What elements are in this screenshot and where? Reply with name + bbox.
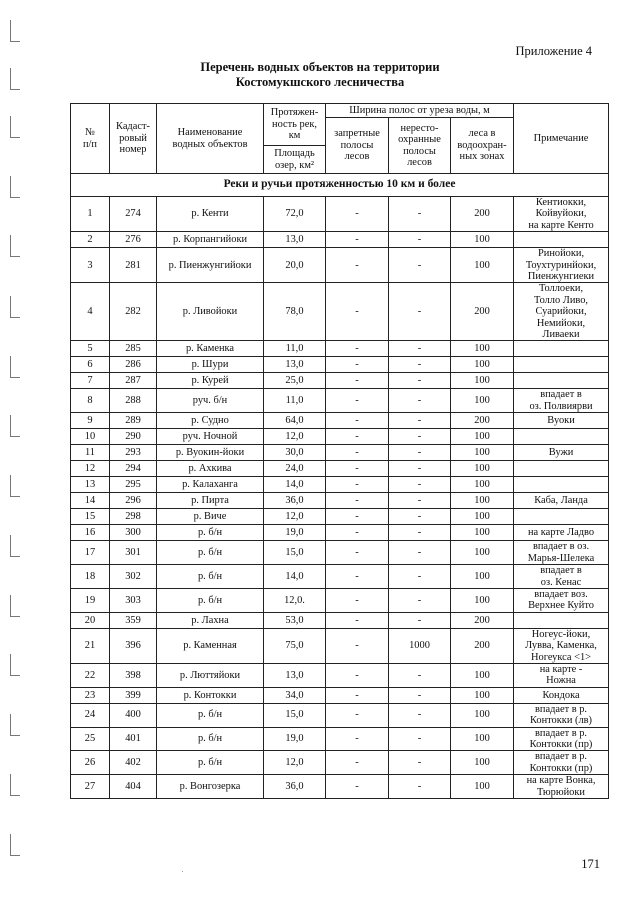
row-number: 7 — [71, 373, 110, 389]
note-line: на карте Ладво — [527, 527, 595, 539]
cadastral-number: 296 — [110, 493, 157, 509]
cadastral-number: 401 — [110, 727, 157, 751]
forbidden-width: - — [326, 588, 389, 612]
row-number: 20 — [71, 612, 110, 628]
water-protection-width: 100 — [451, 565, 514, 589]
table-row — [71, 509, 609, 525]
header-num: № п/п — [71, 104, 110, 174]
page-number: 171 — [581, 857, 600, 871]
note-line: Марья-Шелека — [527, 552, 595, 564]
forbidden-width: - — [326, 509, 389, 525]
length-value: 20,0 — [264, 248, 326, 283]
note-cell — [514, 248, 609, 283]
note-line: Вужи — [548, 447, 574, 459]
note-line: на карте - — [539, 663, 583, 675]
forbidden-width: - — [326, 703, 389, 727]
table-row — [71, 493, 609, 509]
water-protection-width: 200 — [451, 197, 514, 232]
note-line: Верхнее Куйто — [528, 600, 594, 612]
object-name: р. Контокки — [157, 687, 264, 703]
forbidden-width: - — [326, 663, 389, 687]
header-length: Протяжен- ность рек, км — [264, 104, 326, 146]
note-line: впадает в — [540, 389, 582, 401]
length-value: 13,0 — [264, 232, 326, 248]
row-number: 11 — [71, 445, 110, 461]
cadastral-number: 398 — [110, 663, 157, 687]
note-cell — [514, 445, 609, 461]
spawning-width: - — [389, 525, 451, 541]
water-protection-width: 100 — [451, 477, 514, 493]
table-row — [71, 461, 609, 477]
object-name: р. б/н — [157, 727, 264, 751]
length-value: 24,0 — [264, 461, 326, 477]
forbidden-width: - — [326, 493, 389, 509]
table-row — [71, 445, 609, 461]
spawning-width: - — [389, 727, 451, 751]
spawning-width: - — [389, 663, 451, 687]
length-value: 36,0 — [264, 775, 326, 799]
object-name: р. Корпангийоки — [157, 232, 264, 248]
water-protection-width: 100 — [451, 341, 514, 357]
note-cell — [514, 341, 609, 357]
water-protection-width: 100 — [451, 588, 514, 612]
row-number: 25 — [71, 727, 110, 751]
object-name: р. Ахкива — [157, 461, 264, 477]
length-value: 72,0 — [264, 197, 326, 232]
length-value: 25,0 — [264, 373, 326, 389]
forbidden-width: - — [326, 429, 389, 445]
length-value: 19,0 — [264, 727, 326, 751]
row-number: 22 — [71, 663, 110, 687]
spawning-width: - — [389, 588, 451, 612]
forbidden-width: - — [326, 727, 389, 751]
note-line: Кондока — [542, 689, 580, 701]
note-line: Ринойоки, — [537, 248, 585, 260]
forbidden-width: - — [326, 477, 389, 493]
note-line: впадает в — [540, 565, 582, 577]
length-value: 13,0 — [264, 357, 326, 373]
length-value: 19,0 — [264, 525, 326, 541]
length-value: 12,0 — [264, 509, 326, 525]
row-number: 4 — [71, 283, 110, 341]
cadastral-number: 301 — [110, 541, 157, 565]
forbidden-width: - — [326, 283, 389, 341]
row-number: 27 — [71, 775, 110, 799]
note-cell — [514, 197, 609, 232]
forbidden-width: - — [326, 628, 389, 663]
note-line: Толлоеки, — [538, 283, 584, 295]
spawning-width: - — [389, 283, 451, 341]
table-row — [71, 727, 609, 751]
table-row — [71, 232, 609, 248]
spawning-width: - — [389, 493, 451, 509]
water-protection-width: 100 — [451, 461, 514, 477]
table-row — [71, 248, 609, 283]
row-number: 3 — [71, 248, 110, 283]
spawning-width: - — [389, 232, 451, 248]
water-protection-width: 100 — [451, 663, 514, 687]
object-name: р. Судно — [157, 413, 264, 429]
water-protection-width: 100 — [451, 509, 514, 525]
note-line: Ножна — [546, 675, 576, 687]
note-line: Немийоки, — [536, 317, 586, 329]
table-row — [71, 341, 609, 357]
title-line: Костомукшского лесничества — [235, 75, 405, 89]
cadastral-number: 396 — [110, 628, 157, 663]
table-row — [71, 525, 609, 541]
water-protection-width: 100 — [451, 703, 514, 727]
water-protection-width: 100 — [451, 373, 514, 389]
spawning-width: - — [389, 775, 451, 799]
note-line: Пиенжунгиеки — [527, 271, 595, 283]
object-name: р. Курей — [157, 373, 264, 389]
table-row — [71, 283, 609, 341]
note-line: Тюрюйоки — [537, 786, 585, 798]
cadastral-number: 274 — [110, 197, 157, 232]
row-number: 15 — [71, 509, 110, 525]
cadastral-number: 300 — [110, 525, 157, 541]
spawning-width: - — [389, 477, 451, 493]
note-cell — [514, 751, 609, 775]
length-value: 15,0 — [264, 541, 326, 565]
header-cadastral: Кадаст- ровый номер — [110, 104, 157, 174]
cadastral-number: 289 — [110, 413, 157, 429]
forbidden-width: - — [326, 232, 389, 248]
object-name: р. б/н — [157, 525, 264, 541]
length-value: 14,0 — [264, 477, 326, 493]
length-value: 30,0 — [264, 445, 326, 461]
note-line: на карте Вонка, — [526, 775, 596, 787]
water-protection-width: 100 — [451, 248, 514, 283]
spawning-width: - — [389, 703, 451, 727]
cadastral-number: 281 — [110, 248, 157, 283]
note-cell — [514, 477, 609, 493]
length-value: 13,0 — [264, 663, 326, 687]
binding-margin-marks — [10, 20, 22, 890]
note-cell — [514, 588, 609, 612]
table-row — [71, 357, 609, 373]
note-line: на карте Кенто — [528, 219, 594, 231]
note-cell — [514, 565, 609, 589]
note-cell — [514, 525, 609, 541]
cadastral-number: 294 — [110, 461, 157, 477]
object-name: р. Каменка — [157, 341, 264, 357]
table-row — [71, 197, 609, 232]
header-spawning: нересто- охранные полосы лесов — [389, 118, 451, 174]
length-value: 64,0 — [264, 413, 326, 429]
row-number: 17 — [71, 541, 110, 565]
row-number: 18 — [71, 565, 110, 589]
row-number: 1 — [71, 197, 110, 232]
water-protection-width: 100 — [451, 541, 514, 565]
note-line: Кентиокки, — [535, 197, 587, 208]
row-number: 16 — [71, 525, 110, 541]
section-heading: Реки и ручьи протяженностью 10 км и более — [71, 174, 609, 197]
header-water-protection: леса в водоохран- ных зонах — [451, 118, 514, 174]
cadastral-number: 298 — [110, 509, 157, 525]
length-value: 36,0 — [264, 493, 326, 509]
spawning-width: - — [389, 413, 451, 429]
row-number: 13 — [71, 477, 110, 493]
forbidden-width: - — [326, 373, 389, 389]
forbidden-width: - — [326, 341, 389, 357]
object-name: руч. Ночной — [157, 429, 264, 445]
note-cell — [514, 357, 609, 373]
note-cell — [514, 628, 609, 663]
spawning-width: - — [389, 541, 451, 565]
table-row — [71, 373, 609, 389]
page-title — [0, 60, 640, 90]
water-protection-width: 100 — [451, 751, 514, 775]
cadastral-number: 285 — [110, 341, 157, 357]
note-line: впадает воз. — [534, 588, 588, 600]
forbidden-width: - — [326, 197, 389, 232]
water-protection-width: 100 — [451, 493, 514, 509]
table-row — [71, 703, 609, 727]
cadastral-number: 290 — [110, 429, 157, 445]
note-cell — [514, 389, 609, 413]
length-value: 53,0 — [264, 612, 326, 628]
row-number: 26 — [71, 751, 110, 775]
row-number: 8 — [71, 389, 110, 413]
length-value: 12,0 — [264, 751, 326, 775]
forbidden-width: - — [326, 541, 389, 565]
header-note: Примечание — [514, 104, 609, 174]
row-number: 6 — [71, 357, 110, 373]
water-protection-width: 100 — [451, 389, 514, 413]
cadastral-number: 399 — [110, 687, 157, 703]
note-cell — [514, 493, 609, 509]
object-name: р. Виче — [157, 509, 264, 525]
spawning-width: - — [389, 687, 451, 703]
object-name: р. Вуокин-йоки — [157, 445, 264, 461]
note-cell — [514, 687, 609, 703]
object-name: р. Калаханга — [157, 477, 264, 493]
spawning-width: - — [389, 429, 451, 445]
water-protection-width: 200 — [451, 612, 514, 628]
length-value: 11,0 — [264, 389, 326, 413]
note-line: впадает в оз. — [532, 541, 590, 553]
note-line: Суарийоки, — [535, 306, 587, 318]
note-line: оз. Полвиярви — [529, 400, 593, 412]
spawning-width: - — [389, 357, 451, 373]
table-row — [71, 612, 609, 628]
object-name: р. б/н — [157, 541, 264, 565]
row-number: 5 — [71, 341, 110, 357]
object-name: р. Ливойоки — [157, 283, 264, 341]
spawning-width: - — [389, 565, 451, 589]
table-row — [71, 663, 609, 687]
water-protection-width: 100 — [451, 232, 514, 248]
water-protection-width: 100 — [451, 687, 514, 703]
object-name: р. б/н — [157, 751, 264, 775]
note-line: Вуоки — [547, 415, 575, 427]
water-protection-width: 200 — [451, 283, 514, 341]
row-number: 19 — [71, 588, 110, 612]
note-cell — [514, 509, 609, 525]
spawning-width: - — [389, 373, 451, 389]
length-value: 15,0 — [264, 703, 326, 727]
note-cell — [514, 413, 609, 429]
length-value: 12,0 — [264, 429, 326, 445]
note-cell — [514, 663, 609, 687]
note-line: впадает в р. — [535, 751, 588, 763]
table-row — [71, 541, 609, 565]
forbidden-width: - — [326, 612, 389, 628]
forbidden-width: - — [326, 775, 389, 799]
cadastral-number: 402 — [110, 751, 157, 775]
cadastral-number: 282 — [110, 283, 157, 341]
cadastral-number: 287 — [110, 373, 157, 389]
note-cell — [514, 703, 609, 727]
object-name: р. Пирта — [157, 493, 264, 509]
water-protection-width: 100 — [451, 429, 514, 445]
cadastral-number: 288 — [110, 389, 157, 413]
row-number: 24 — [71, 703, 110, 727]
object-name: р. Люттяйоки — [157, 663, 264, 687]
spawning-width: - — [389, 197, 451, 232]
cadastral-number: 276 — [110, 232, 157, 248]
note-line: Толло Ливо, — [534, 294, 589, 306]
forbidden-width: - — [326, 389, 389, 413]
water-protection-width: 100 — [451, 525, 514, 541]
note-line: Ливаеки — [542, 329, 580, 341]
note-cell — [514, 775, 609, 799]
note-cell — [514, 429, 609, 445]
water-protection-width: 200 — [451, 628, 514, 663]
note-line: Койвуйоки, — [535, 208, 587, 220]
note-cell — [514, 727, 609, 751]
table-row — [71, 775, 609, 799]
forbidden-width: - — [326, 751, 389, 775]
header-width-group: Ширина полос от уреза воды, м — [326, 104, 514, 118]
forbidden-width: - — [326, 357, 389, 373]
spawning-width: - — [389, 445, 451, 461]
water-protection-width: 200 — [451, 413, 514, 429]
table-row — [71, 588, 609, 612]
cadastral-number: 286 — [110, 357, 157, 373]
header-area: Площадь озер, км² — [264, 146, 326, 174]
note-line: Контокки (пр) — [529, 762, 593, 774]
object-name: р. Вонгозерка — [157, 775, 264, 799]
note-line: впадает в р. — [535, 727, 588, 739]
cadastral-number: 359 — [110, 612, 157, 628]
row-number: 23 — [71, 687, 110, 703]
row-number: 10 — [71, 429, 110, 445]
row-number: 14 — [71, 493, 110, 509]
spawning-width: - — [389, 509, 451, 525]
spawning-width: - — [389, 751, 451, 775]
note-cell — [514, 283, 609, 341]
length-value: 14,0 — [264, 565, 326, 589]
note-cell — [514, 541, 609, 565]
note-cell — [514, 232, 609, 248]
spawning-width: - — [389, 389, 451, 413]
length-value: 34,0 — [264, 687, 326, 703]
forbidden-width: - — [326, 565, 389, 589]
length-value: 75,0 — [264, 628, 326, 663]
note-line: Контокки (пр) — [529, 738, 593, 750]
note-cell — [514, 612, 609, 628]
row-number: 2 — [71, 232, 110, 248]
water-protection-width: 100 — [451, 445, 514, 461]
table-row — [71, 628, 609, 663]
cadastral-number: 303 — [110, 588, 157, 612]
cadastral-number: 404 — [110, 775, 157, 799]
forbidden-width: - — [326, 461, 389, 477]
spawning-width: - — [389, 461, 451, 477]
table-row — [71, 477, 609, 493]
length-value: 78,0 — [264, 283, 326, 341]
note-line: Тоухтуринйоки, — [525, 259, 597, 271]
note-line: Лувва, Каменка, — [525, 640, 597, 652]
table-row — [71, 389, 609, 413]
object-name: р. б/н — [157, 588, 264, 612]
forbidden-width: - — [326, 687, 389, 703]
water-objects-table — [70, 103, 609, 799]
forbidden-width: - — [326, 248, 389, 283]
object-name: р. б/н — [157, 703, 264, 727]
note-cell — [514, 461, 609, 477]
object-name: руч. б/н — [157, 389, 264, 413]
header-forbidden: запретные полосы лесов — [326, 118, 389, 174]
spawning-width: - — [389, 612, 451, 628]
length-value: 12,0. — [264, 588, 326, 612]
object-name: р. Лахна — [157, 612, 264, 628]
table-row — [71, 429, 609, 445]
note-line: Ногеукса <1> — [531, 651, 592, 663]
cadastral-number: 293 — [110, 445, 157, 461]
forbidden-width: - — [326, 413, 389, 429]
object-name: р. б/н — [157, 565, 264, 589]
row-number: 9 — [71, 413, 110, 429]
table-row — [71, 565, 609, 589]
note-line: оз. Кенас — [540, 576, 582, 588]
water-protection-width: 100 — [451, 775, 514, 799]
title-line: Перечень водных объектов на территории — [200, 60, 440, 74]
cadastral-number: 400 — [110, 703, 157, 727]
spawning-width: 1000 — [389, 628, 451, 663]
note-line: Ногеус-йоки, — [531, 628, 591, 640]
forbidden-width: - — [326, 525, 389, 541]
note-line: впадает в р. — [535, 703, 588, 715]
spawning-width: - — [389, 248, 451, 283]
table-row — [71, 687, 609, 703]
object-name: р. Пиенжунгийоки — [157, 248, 264, 283]
forbidden-width: - — [326, 445, 389, 461]
cadastral-number: 295 — [110, 477, 157, 493]
cadastral-number: 302 — [110, 565, 157, 589]
object-name: р. Кенти — [157, 197, 264, 232]
row-number: 12 — [71, 461, 110, 477]
spawning-width: - — [389, 341, 451, 357]
water-protection-width: 100 — [451, 727, 514, 751]
object-name: р. Каменная — [157, 628, 264, 663]
note-line: Контокки (лв) — [529, 715, 593, 727]
note-line: Каба, Ланда — [534, 495, 588, 507]
table-row — [71, 751, 609, 775]
note-cell — [514, 373, 609, 389]
object-name: р. Шури — [157, 357, 264, 373]
table-row — [71, 413, 609, 429]
length-value: 11,0 — [264, 341, 326, 357]
header-name: Наименование водных объектов — [157, 104, 264, 174]
row-number: 21 — [71, 628, 110, 663]
water-protection-width: 100 — [451, 357, 514, 373]
appendix-label: Приложение 4 — [515, 44, 592, 58]
